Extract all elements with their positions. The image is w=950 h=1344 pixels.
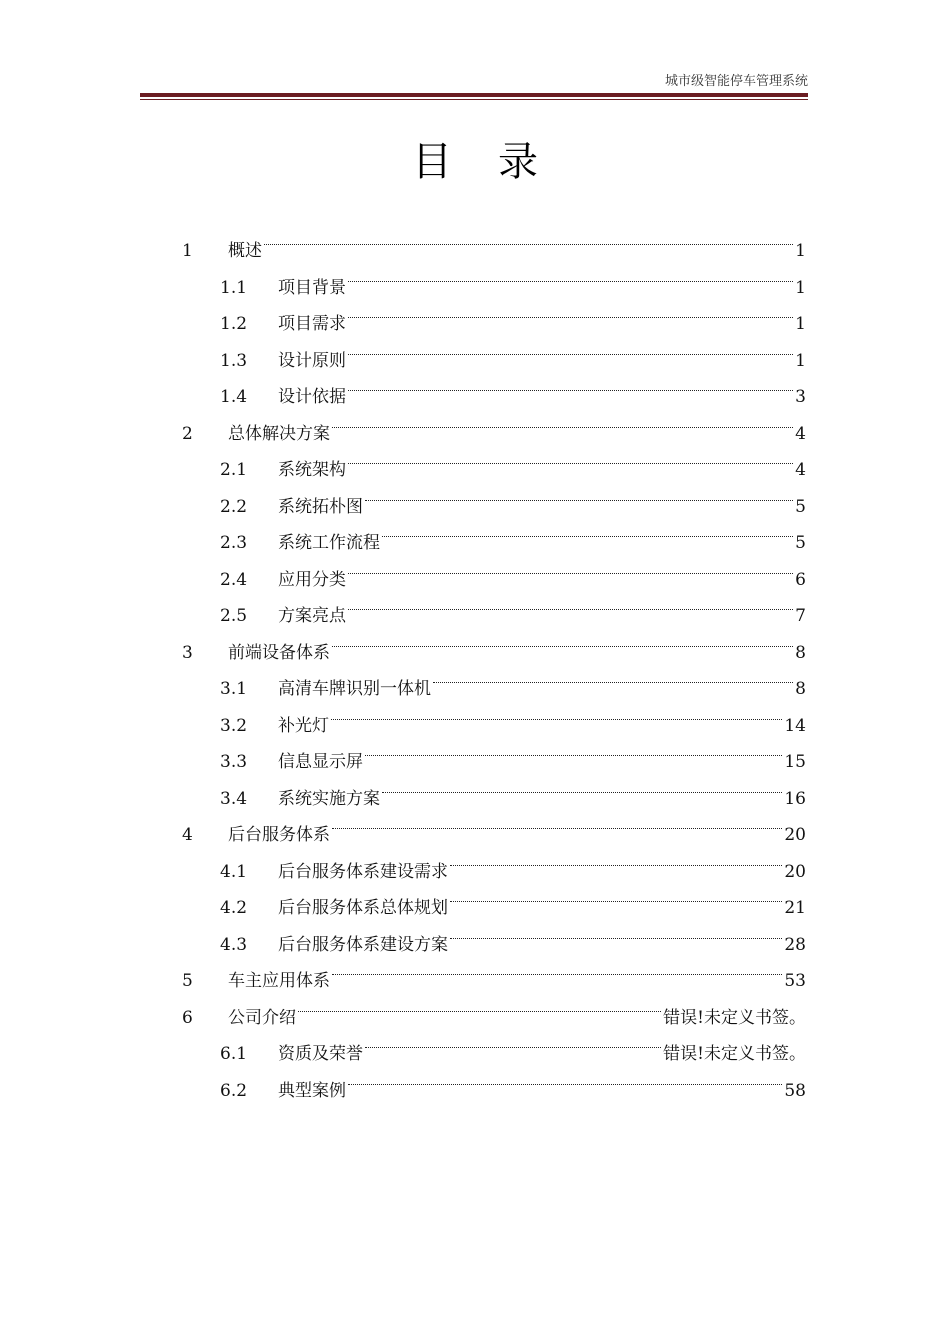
toc-dot-leader <box>348 439 793 475</box>
toc-entry-page: 1 <box>795 277 806 298</box>
toc-entry-number: 3.4 <box>220 788 248 809</box>
toc-entry-number: 6 <box>182 1007 193 1028</box>
toc-entry-number: 2.5 <box>220 606 248 626</box>
toc-entry-label: 应用分类 <box>278 569 346 590</box>
toc-entry-number: 1.1 <box>220 277 248 298</box>
toc-entry[interactable] <box>220 877 806 918</box>
toc-heading <box>0 130 950 187</box>
toc-entry-number: 3.1 <box>220 679 248 699</box>
toc-entry-number: 2.2 <box>220 496 248 517</box>
toc-entry[interactable] <box>220 695 806 736</box>
toc-entry[interactable] <box>220 585 806 626</box>
toc-dot-leader <box>450 914 782 950</box>
toc-entry-label: 信息显示屏 <box>278 752 363 772</box>
toc-dot-leader <box>331 695 782 731</box>
toc-dot-leader <box>348 330 793 366</box>
toc-entry-page: 58 <box>784 1080 806 1101</box>
toc-entry-number: 1.3 <box>220 350 248 371</box>
toc-entry-number: 4.3 <box>220 934 248 955</box>
toc-entry-label: 后台服务体系总体规划 <box>278 898 448 918</box>
toc-entry-number: 2 <box>182 423 193 444</box>
toc-entry-page: 16 <box>784 788 806 809</box>
toc-dot-leader <box>365 731 782 767</box>
toc-entry-page: 7 <box>795 606 806 626</box>
toc-entry-page: 21 <box>784 898 806 918</box>
toc-entry-number: 2.1 <box>220 460 248 480</box>
toc-entry-number: 4.2 <box>220 898 248 918</box>
toc-entry[interactable] <box>182 220 806 261</box>
toc-entry-label: 前端设备体系 <box>228 642 330 663</box>
toc-heading-char-2: 录 <box>498 139 538 185</box>
toc-dot-leader <box>450 841 782 877</box>
toc-dot-leader <box>264 220 793 256</box>
toc-dot-leader <box>332 403 793 439</box>
toc-entry-label: 项目背景 <box>278 277 346 298</box>
toc-entry-number: 5 <box>182 971 193 991</box>
toc-entry-label: 设计原则 <box>278 350 346 371</box>
toc-entry-page: 1 <box>795 314 806 334</box>
toc-entry[interactable] <box>182 622 806 663</box>
toc-entry-label: 系统工作流程 <box>278 533 380 553</box>
toc-entry-label: 概述 <box>228 241 262 261</box>
toc-entry-page: 6 <box>795 569 806 590</box>
toc-entry-number: 6.2 <box>220 1080 248 1101</box>
toc-dot-leader <box>348 257 793 293</box>
toc-entry[interactable] <box>182 804 806 845</box>
toc-entry-label: 资质及荣誉 <box>278 1044 363 1064</box>
toc-dot-leader <box>382 768 782 804</box>
toc-dot-leader <box>450 877 782 913</box>
toc-dot-leader <box>348 366 793 402</box>
toc-entry-label: 车主应用体系 <box>228 971 330 991</box>
toc-entry-number: 1.2 <box>220 314 248 334</box>
toc-entry[interactable] <box>220 476 806 517</box>
toc-entry[interactable] <box>182 950 806 991</box>
page-header <box>140 70 808 102</box>
toc-dot-leader <box>433 658 793 694</box>
toc-entry-label: 总体解决方案 <box>228 423 330 444</box>
toc-entry-label: 系统拓朴图 <box>278 496 363 517</box>
toc-entry[interactable] <box>220 1023 806 1064</box>
toc-entry[interactable] <box>182 403 806 444</box>
toc-entry-number: 3.2 <box>220 715 248 736</box>
toc-entry-page: 28 <box>784 934 806 955</box>
toc-dot-leader <box>382 512 793 548</box>
toc-entry[interactable] <box>220 366 806 407</box>
toc-dot-leader <box>348 293 793 329</box>
toc-entry-number: 3.3 <box>220 752 248 772</box>
toc-entry-label: 典型案例 <box>278 1080 346 1101</box>
toc-entry[interactable] <box>220 731 806 772</box>
toc-entry[interactable] <box>220 512 806 553</box>
toc-entry-page: 5 <box>795 533 806 553</box>
toc-entry-label: 公司介绍 <box>228 1007 296 1028</box>
toc-dot-leader <box>332 622 793 658</box>
toc-dot-leader <box>332 804 782 840</box>
toc-entry[interactable] <box>220 841 806 882</box>
toc-entry-label: 系统架构 <box>278 460 346 480</box>
toc-entry-number: 2.4 <box>220 569 248 590</box>
toc-entry-page: 错误!未定义书签。 <box>663 1044 806 1064</box>
toc-dot-leader <box>348 1060 782 1096</box>
toc-entry-number: 2.3 <box>220 533 248 553</box>
toc-entry-label: 后台服务体系 <box>228 825 330 845</box>
toc-dot-leader <box>365 476 793 512</box>
toc-entry-label: 方案亮点 <box>278 606 346 626</box>
toc-entry-number: 3 <box>182 642 193 663</box>
toc-entry[interactable] <box>220 330 806 371</box>
toc-entry[interactable] <box>220 549 806 590</box>
toc-entry-label: 设计依据 <box>278 387 346 407</box>
toc-entry[interactable] <box>220 293 806 334</box>
toc-entry-label: 后台服务体系建设方案 <box>278 934 448 955</box>
toc-entry[interactable] <box>220 1060 806 1101</box>
toc-dot-leader <box>332 950 782 986</box>
toc-entry-page: 4 <box>795 460 806 480</box>
toc-entry-number: 4 <box>182 825 193 845</box>
toc-entry-page: 14 <box>784 715 806 736</box>
toc-entry[interactable] <box>182 987 806 1028</box>
toc-dot-leader <box>298 987 661 1023</box>
toc-entry-page: 错误!未定义书签。 <box>663 1007 806 1028</box>
toc-entry-page: 53 <box>784 971 806 991</box>
toc-entry-page: 8 <box>795 642 806 663</box>
toc-entry-number: 6.1 <box>220 1044 248 1064</box>
toc-entry[interactable] <box>220 658 806 699</box>
toc-dot-leader <box>348 585 793 621</box>
header-rule-thick <box>140 93 808 97</box>
toc-entry[interactable] <box>220 439 806 480</box>
toc-entry-number: 1 <box>182 241 193 261</box>
toc-entry-page: 1 <box>795 241 806 261</box>
header-rule-thin <box>140 99 808 100</box>
toc-entry[interactable] <box>220 914 806 955</box>
toc-dot-leader <box>348 549 793 585</box>
toc-entry-page: 20 <box>784 861 806 882</box>
toc-entry-page: 8 <box>795 679 806 699</box>
toc-entry-page: 20 <box>784 825 806 845</box>
toc-entry-number: 1.4 <box>220 387 248 407</box>
toc-entry-page: 5 <box>795 496 806 517</box>
toc-entry-label: 补光灯 <box>278 715 329 736</box>
toc-entry-number: 4.1 <box>220 861 248 882</box>
header-title: 城市级智能停车管理系统 <box>664 74 808 89</box>
toc-entry[interactable] <box>220 257 806 298</box>
toc-entry-label: 项目需求 <box>278 314 346 334</box>
toc-entry-page: 3 <box>795 387 806 407</box>
toc-entry-page: 1 <box>795 350 806 371</box>
toc-heading-char-1: 目 <box>412 139 452 185</box>
toc-entry-label: 后台服务体系建设需求 <box>278 861 448 882</box>
toc-entry-label: 高清车牌识别一体机 <box>278 679 431 699</box>
toc-entry-page: 15 <box>784 752 806 772</box>
toc-entry[interactable] <box>220 768 806 809</box>
toc-entry-page: 4 <box>795 423 806 444</box>
toc-dot-leader <box>365 1023 661 1059</box>
toc-entry-label: 系统实施方案 <box>278 788 380 809</box>
